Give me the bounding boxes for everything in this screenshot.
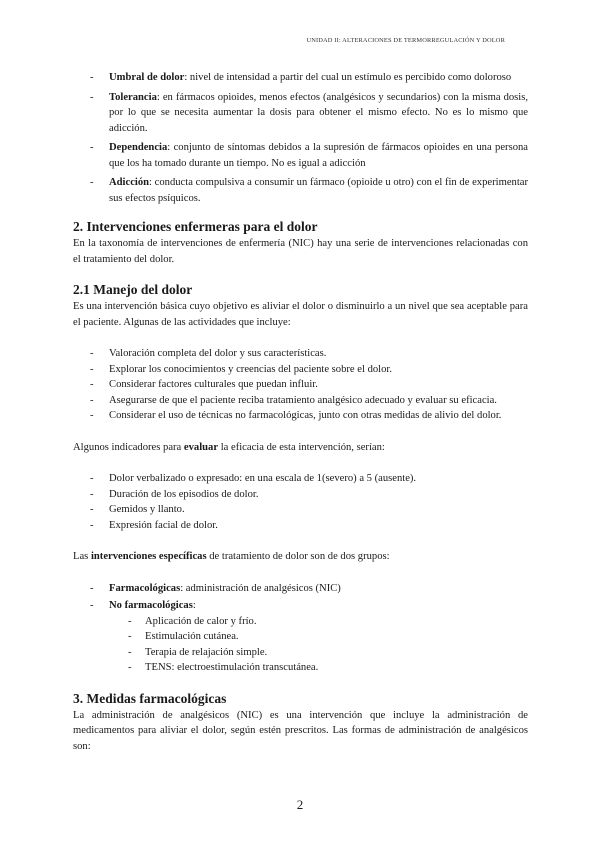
list-dash: - [90,91,94,103]
definition-text: : conducta compulsiva a consumir un fármaco (opioide u otro) con el fin de experimentar sus efectos psíquicos. [109,177,528,204]
list-item [73,502,528,518]
list-dash: - [90,363,94,375]
group-term: Farmacológicas [109,582,181,594]
indicator-text: Dolor verbalizado o expresado: en una escala de 1(severo) a 5 (ausente). [109,473,417,484]
intro-text: la eficacia de esta intervención, serían: [218,441,385,453]
specific-interventions-intro [73,549,528,565]
definition-item [73,175,528,206]
page-content [73,70,528,754]
list-dash: - [90,519,94,531]
definitions-list [73,70,528,206]
non-pharma-text: TENS: electroestimulación transcutánea. [145,662,319,673]
activity-text: Valoración completa del dolor y sus características. [109,348,327,359]
activity-text: Considerar el uso de técnicas no farmacológicas, junto con otras medidas de alivio del dolor. [109,410,502,421]
list-item [73,377,528,393]
list-dash: - [90,410,94,421]
activity-text: Considerar factores culturales que puedan influir. [109,379,318,390]
list-dash: - [90,504,94,515]
intro-bold: evaluar [183,441,219,453]
non-pharma-text: Terapia de relajación simple. [145,646,268,658]
definition-text: : nivel de intensidad a partir del cual un estímulo es percibido como doloroso [184,72,512,83]
indicators-intro [73,440,528,456]
definition-text: : en fármacos opioides, menos efectos (analgésicos y secundarios) con la misma dosis, por lo que se necesita aumentar la dosis para obtener el mismo efecto. No es lo mismo que adicción. [109,91,528,134]
list-item [73,518,528,534]
activities-list [73,346,528,424]
section-3-paragraph: La administración de analgésicos (NIC) es una intervención que incluye la administración de medicamentos para aliviar el dolor, según estén prescritos. Las formas de administración de analgésicos son: [73,709,528,752]
list-dash: - [128,615,132,627]
page-number: 2 [296,797,304,812]
list-item [73,471,528,487]
list-dash: - [90,348,94,359]
list-item [73,408,528,424]
intervention-groups-list [73,581,528,614]
intro-text: Algunos indicadores para [73,441,184,453]
list-dash: - [90,582,94,594]
section-2-1-paragraph: Es una intervención básica cuyo objetivo es aliviar el dolor o disminuirlo a un nivel que sea aceptable para el paciente. Algunas de las actividades que incluye: [73,301,528,328]
definition-item [73,140,528,171]
list-item [73,346,528,362]
definition-item [73,70,528,86]
activity-text: Asegurarse de que el paciente reciba tratamiento analgésico adecuado y evaluar su eficacia. [109,394,497,406]
list-dash: - [90,394,94,406]
definition-item [73,90,528,137]
group-term: No farmacológicas [109,600,193,611]
intro-text: Las [73,551,91,562]
list-dash: - [90,600,94,611]
definition-term: Dependencia [109,142,168,153]
list-item [73,645,528,661]
non-pharma-text: Aplicación de calor y frío. [145,615,257,627]
list-dash: - [90,473,94,484]
section-3-title: 3. Medidas farmacológicas [73,690,227,706]
non-pharma-text: Estimulación cutánea. [145,631,239,642]
list-item [73,660,528,676]
list-dash: - [128,662,132,673]
list-dash: - [90,72,94,83]
group-text: : [192,600,196,611]
definition-term: Adicción [109,177,150,188]
list-dash: - [90,488,94,500]
intro-bold: intervenciones específicas [90,551,207,562]
list-dash: - [128,631,132,642]
activity-text: Explorar los conocimientos y creencias del paciente sobre el dolor. [109,363,392,375]
indicators-list [73,471,528,533]
section-2-paragraph: En la taxonomía de intervenciones de enfermería (NIC) hay una serie de intervenciones relacionadas con el tratamiento del dolor. [73,238,528,265]
section-2-1-title: 2.1 Manejo del dolor [73,282,193,297]
indicator-text: Expresión facial de dolor. [109,519,218,531]
non-pharma-list [73,614,528,676]
intro-text: de tratamiento de dolor son de dos grupos: [206,551,390,562]
list-dash: - [90,177,94,188]
list-item [73,393,528,409]
indicator-text: Duración de los episodios de dolor. [109,488,259,500]
list-item [73,629,528,645]
group-text: : administración de analgésicos (NIC) [180,582,341,594]
list-item [73,362,528,378]
definition-term: Tolerancia [109,91,157,103]
section-2-title: 2. Intervenciones enfermeras para el dolor [73,219,318,234]
list-dash: - [90,379,94,390]
indicator-text: Gemidos y llanto. [109,504,185,515]
list-item [73,614,528,630]
group-item [73,598,528,614]
list-item [73,487,528,503]
list-dash: - [128,646,132,658]
definition-text: : conjunto de síntomas debidos a la supresión de fármacos opioides en una persona que los ha tomado durante un tiempo. No es igual a adicción [109,142,528,169]
list-dash: - [90,142,94,153]
definition-term: Umbral de dolor [109,72,185,83]
running-header: UNIDAD II: ALTERACIONES DE TERMORREGULACIÓN Y DOLOR [306,37,505,44]
group-item [73,581,528,597]
